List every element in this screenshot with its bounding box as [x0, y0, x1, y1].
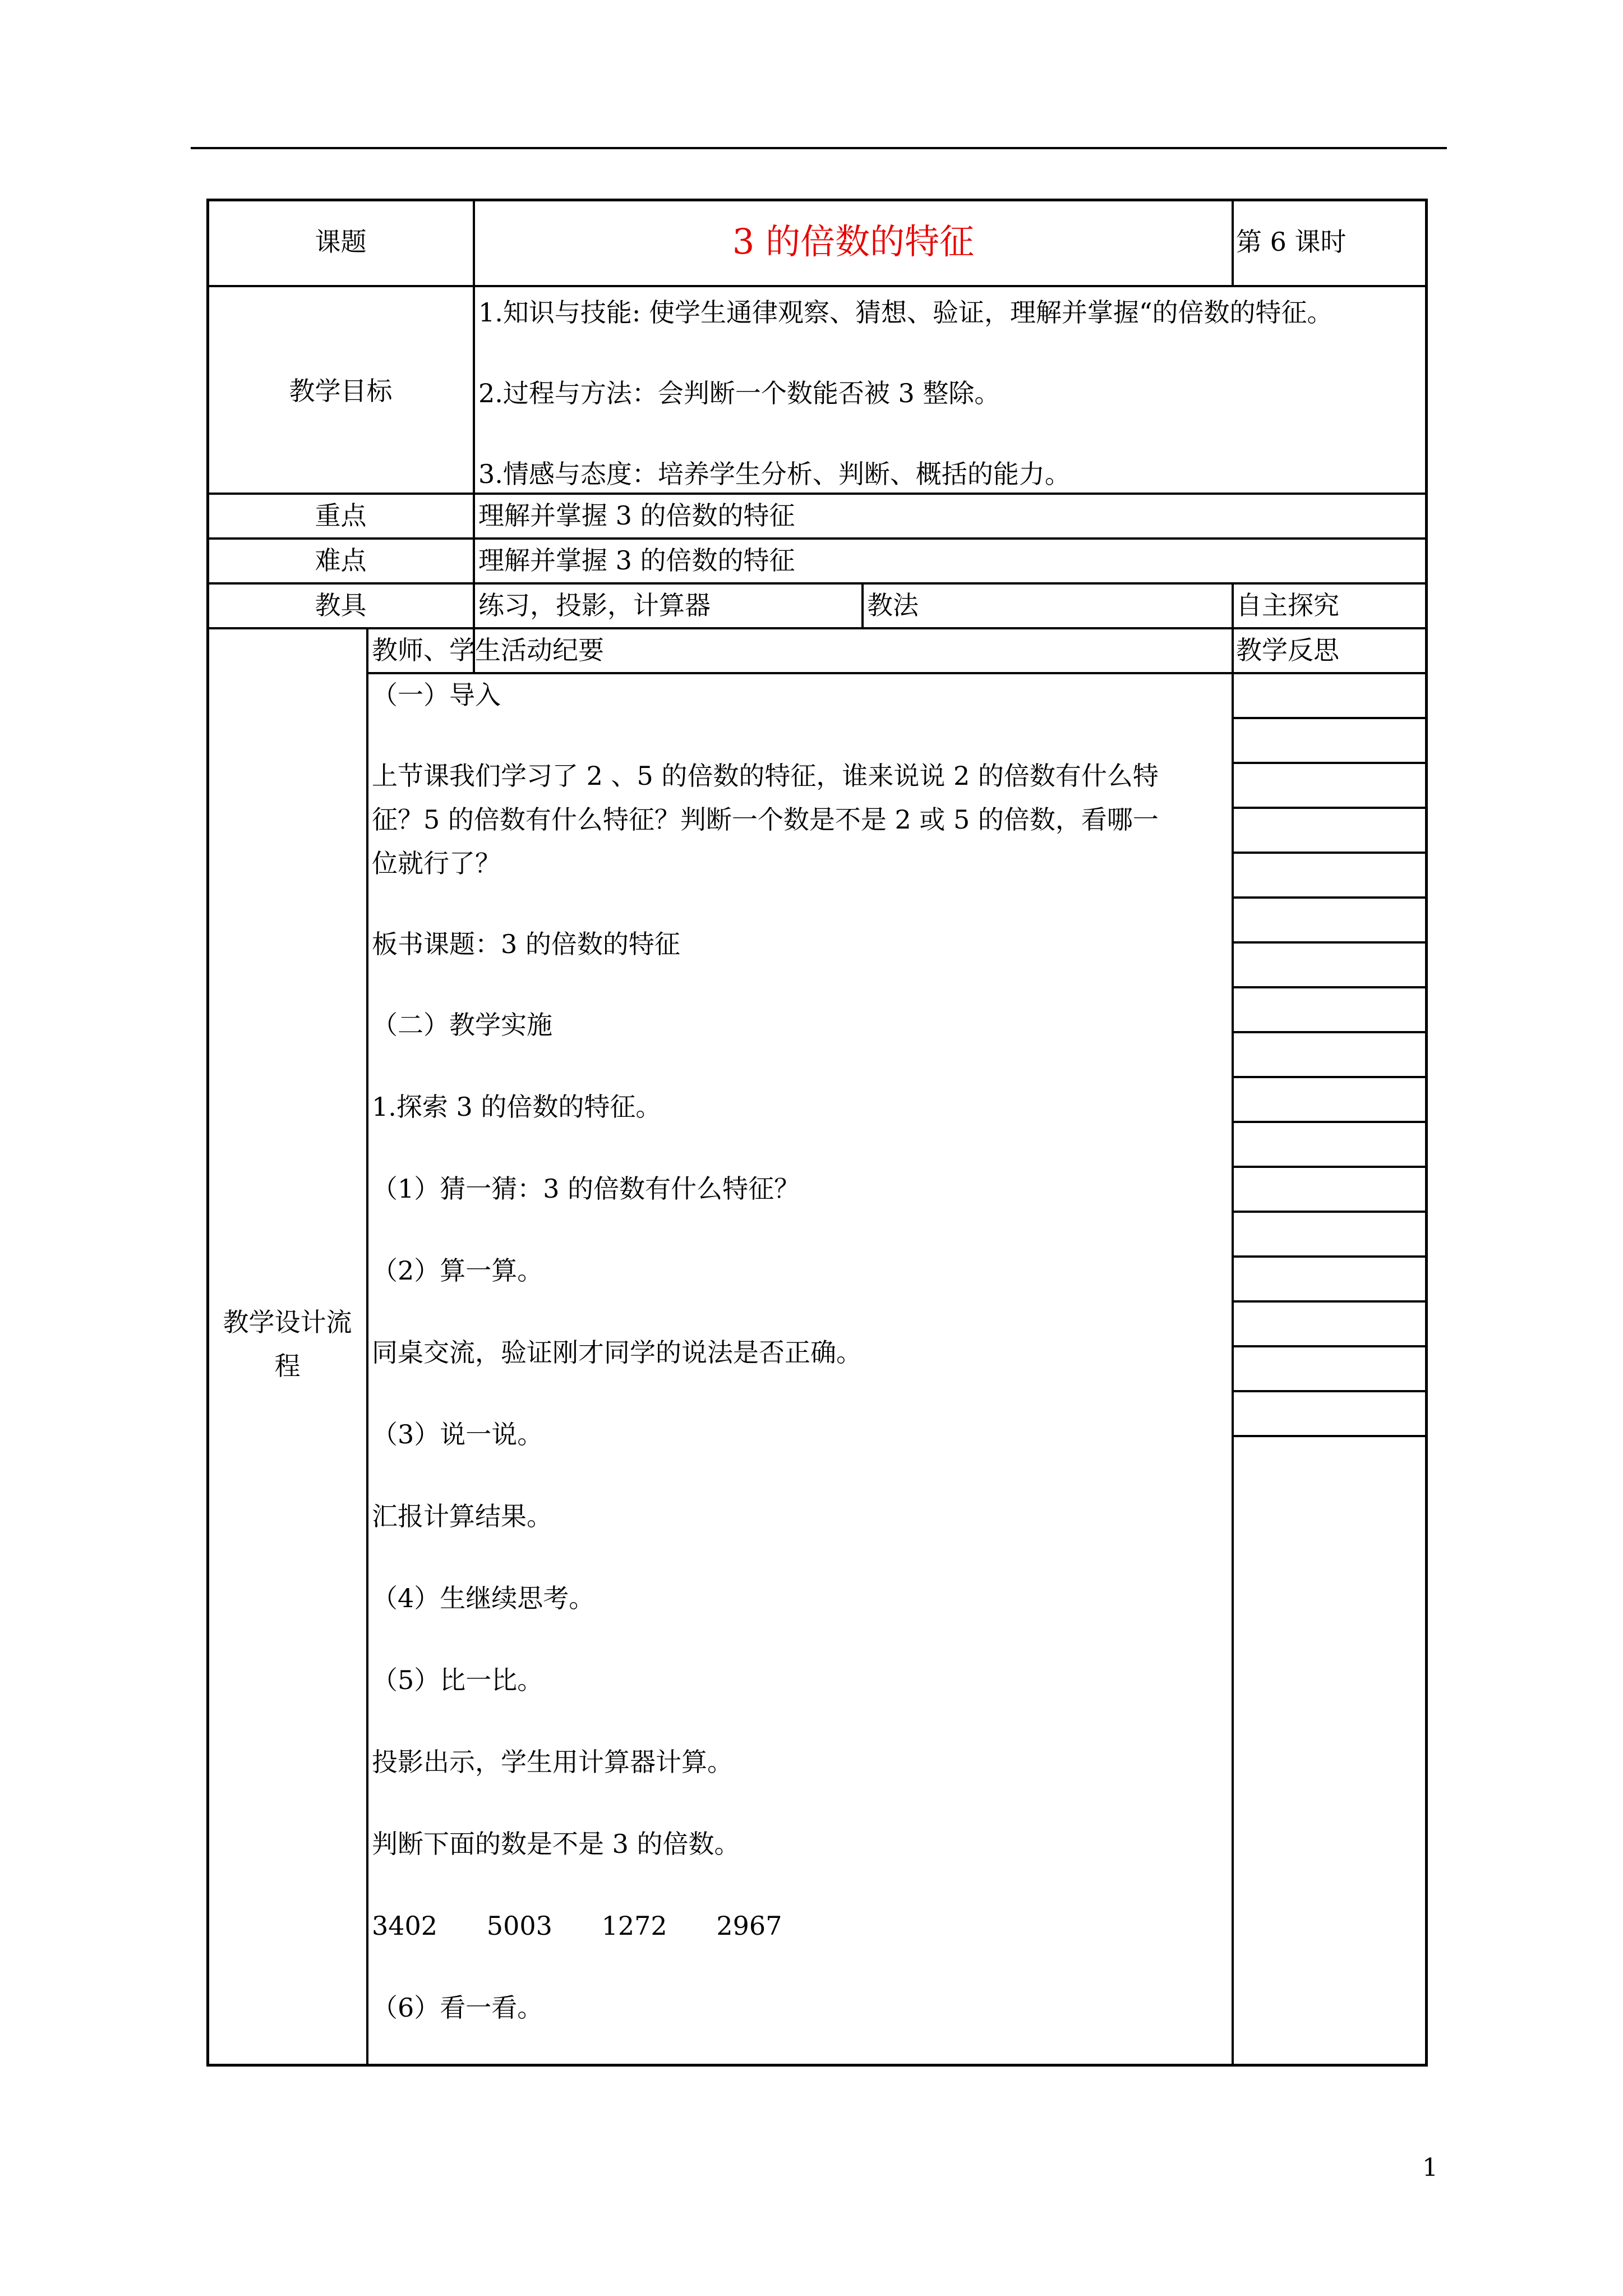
reflection-line [1232, 1390, 1428, 1392]
reflection-line [1232, 807, 1428, 809]
reflection-line [1232, 1121, 1428, 1123]
column-divider [1232, 627, 1234, 2067]
flow-line: 1.探索 3 的倍数的特征。 [372, 1092, 662, 1122]
flow-line: （6）看一看。 [372, 1993, 543, 2023]
reflection-line [1232, 986, 1428, 988]
flow-line: （3）说一说。 [372, 1419, 543, 1450]
lesson-number: 第 6 课时 [1236, 227, 1347, 257]
reflection-line [1232, 852, 1428, 854]
header-rule [191, 147, 1447, 149]
flow-line: 判断下面的数是不是 3 的倍数。 [372, 1829, 740, 1859]
column-divider [1232, 199, 1234, 285]
objective-item: 1.知识与技能: 使学生通律观察、猜想、验证，理解并掌握“的倍数的特征。 [478, 297, 1333, 328]
reflection-line [1232, 717, 1428, 719]
flow-line: （2）算一算。 [372, 1255, 543, 1286]
method-value: 自主探究 [1236, 590, 1339, 620]
row-divider [366, 672, 1428, 674]
topic-label: 课题 [315, 227, 367, 257]
flow-label: 程 [274, 1351, 301, 1381]
reflection-line [1232, 1345, 1428, 1347]
column-divider [473, 199, 475, 672]
reflection-header: 教学反思 [1236, 635, 1339, 665]
reflection-line [1232, 1031, 1428, 1033]
column-divider [1232, 582, 1234, 627]
reflection-line [1232, 1211, 1428, 1213]
flow-line: （1）猜一猜：3 的倍数有什么特征？ [372, 1174, 800, 1204]
row-divider [206, 537, 1428, 540]
reflection-line [1232, 762, 1428, 764]
flow-line: 3402 5003 1272 2967 [372, 1911, 782, 1941]
flow-line: 投影出示，学生用计算器计算。 [372, 1747, 733, 1777]
flow-line: （5）比一比。 [372, 1665, 543, 1695]
reflection-line [1232, 941, 1428, 944]
flow-line: 汇报计算结果。 [372, 1501, 552, 1531]
method-label: 教法 [867, 590, 919, 620]
flow-line: 板书课题：3 的倍数的特征 [372, 929, 680, 959]
key-point-value: 理解并掌握 3 的倍数的特征 [478, 500, 795, 531]
row-divider [206, 493, 1428, 495]
reflection-line [1232, 1435, 1428, 1437]
flow-line: 上节课我们学习了 2 、5 的倍数的特征，谁来说说 2 的倍数有什么特 [372, 761, 1159, 791]
row-divider [206, 285, 1428, 287]
lesson-title: 3 的倍数的特征 [732, 221, 975, 262]
column-divider [861, 582, 864, 627]
reflection-line [1232, 1255, 1428, 1258]
flow-line: （一）导入 [372, 680, 501, 710]
reflection-line [1232, 1076, 1428, 1078]
activities-header: 教师、学生活动纪要 [372, 635, 604, 665]
flow-label: 教学设计流 [223, 1307, 352, 1337]
flow-line: （4）生继续思考。 [372, 1583, 595, 1613]
reflection-line [1232, 1166, 1428, 1168]
difficulty-label: 难点 [315, 545, 367, 576]
flow-line: 位就行了？ [372, 848, 501, 878]
reflection-line [1232, 896, 1428, 899]
row-divider [206, 627, 1428, 629]
flow-line: 征？5 的倍数有什么特征？判断一个数是不是 2 或 5 的倍数，看哪一 [372, 804, 1159, 835]
tools-value: 练习，投影，计算器 [478, 590, 711, 620]
difficulty-value: 理解并掌握 3 的倍数的特征 [478, 545, 795, 576]
objective-item: 2.过程与方法：会判断一个数能否被 3 整除。 [478, 378, 1000, 408]
flow-line: （二）教学实施 [372, 1010, 552, 1040]
reflection-line [1232, 1300, 1428, 1303]
flow-line: 同桌交流，验证刚才同学的说法是否正确。 [372, 1337, 862, 1368]
objective-item: 3.情感与态度：培养学生分析、判断、概括的能力。 [478, 459, 1071, 489]
row-divider [206, 582, 1428, 585]
objectives-label: 教学目标 [289, 376, 393, 406]
page-number: 1 [1422, 2154, 1438, 2182]
tools-label: 教具 [315, 590, 367, 620]
column-divider [366, 627, 368, 2067]
key-point-label: 重点 [315, 500, 367, 531]
